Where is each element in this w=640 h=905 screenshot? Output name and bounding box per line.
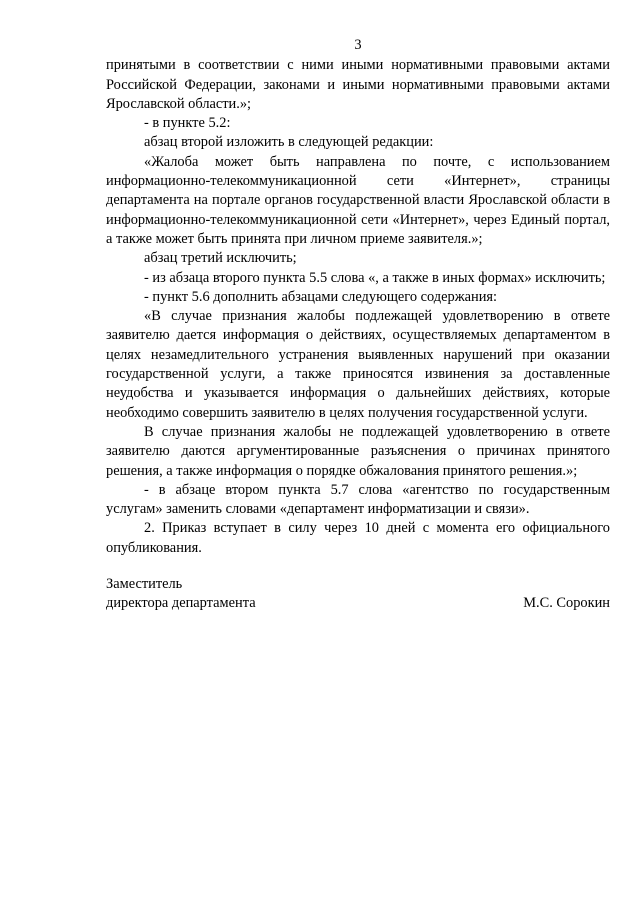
paragraph: - в пункте 5.2:: [144, 115, 231, 132]
signature-block: [106, 575, 610, 614]
signer-position-line2: директора департамента: [106, 595, 256, 612]
paragraph: 2. Приказ вступает в силу через 10 дней с момента его официального опубликования.: [106, 520, 610, 556]
paragraph: «В случае признания жалобы подлежащей удовлетворению в ответе заявителю дается информация о действиях, осуществляемых департаментом в целях незамедлительного устранения выявленных нарушений при оказании государственной услуги, а также приносятся извинения за доставленные неудобства и указывается информация о дальнейших действиях, которые необходимо совершить заявителю в целях получения государственной услуги.: [106, 308, 610, 421]
signer-name: М.С. Сорокин: [523, 595, 610, 612]
signer-position-line1: Заместитель: [106, 576, 183, 592]
paragraph: принятыми в соответствии с ними иными нормативными правовыми актами Российской Федерации, законами и иными нормативными правовыми актами Ярославской области.»;: [106, 57, 610, 112]
paragraph: - в абзаце втором пункта 5.7 слова «агентство по государственным услугам» заменить словами «департамент информатизации и связи».: [106, 481, 610, 518]
document-body: [106, 36, 610, 558]
paragraph: - из абзаца второго пункта 5.5 слова «, а также в иных формах» исключить;: [144, 269, 606, 286]
paragraph: абзац третий исключить;: [144, 250, 297, 267]
paragraph: В случае признания жалобы не подлежащей удовлетворению в ответе заявителю даются аргументированные разъяснения о причинах принятого решения, а также информация о порядке обжалования принятого решения.»;: [106, 423, 610, 479]
paragraph: «Жалоба может быть направлена по почте, с использованием информационно-телекоммуникационной сети «Интернет», страницы департамента на портале органов государственной власти Ярославской области в информационно-телекоммуникационной сети «Интернет», через Единый портал, а также может быть принята при личном приеме заявителя.»;: [106, 153, 610, 247]
page-number: 3: [354, 37, 362, 53]
paragraph: - пункт 5.6 дополнить абзацами следующего содержания:: [144, 288, 498, 305]
paragraph: абзац второй изложить в следующей редакции:: [144, 134, 434, 151]
